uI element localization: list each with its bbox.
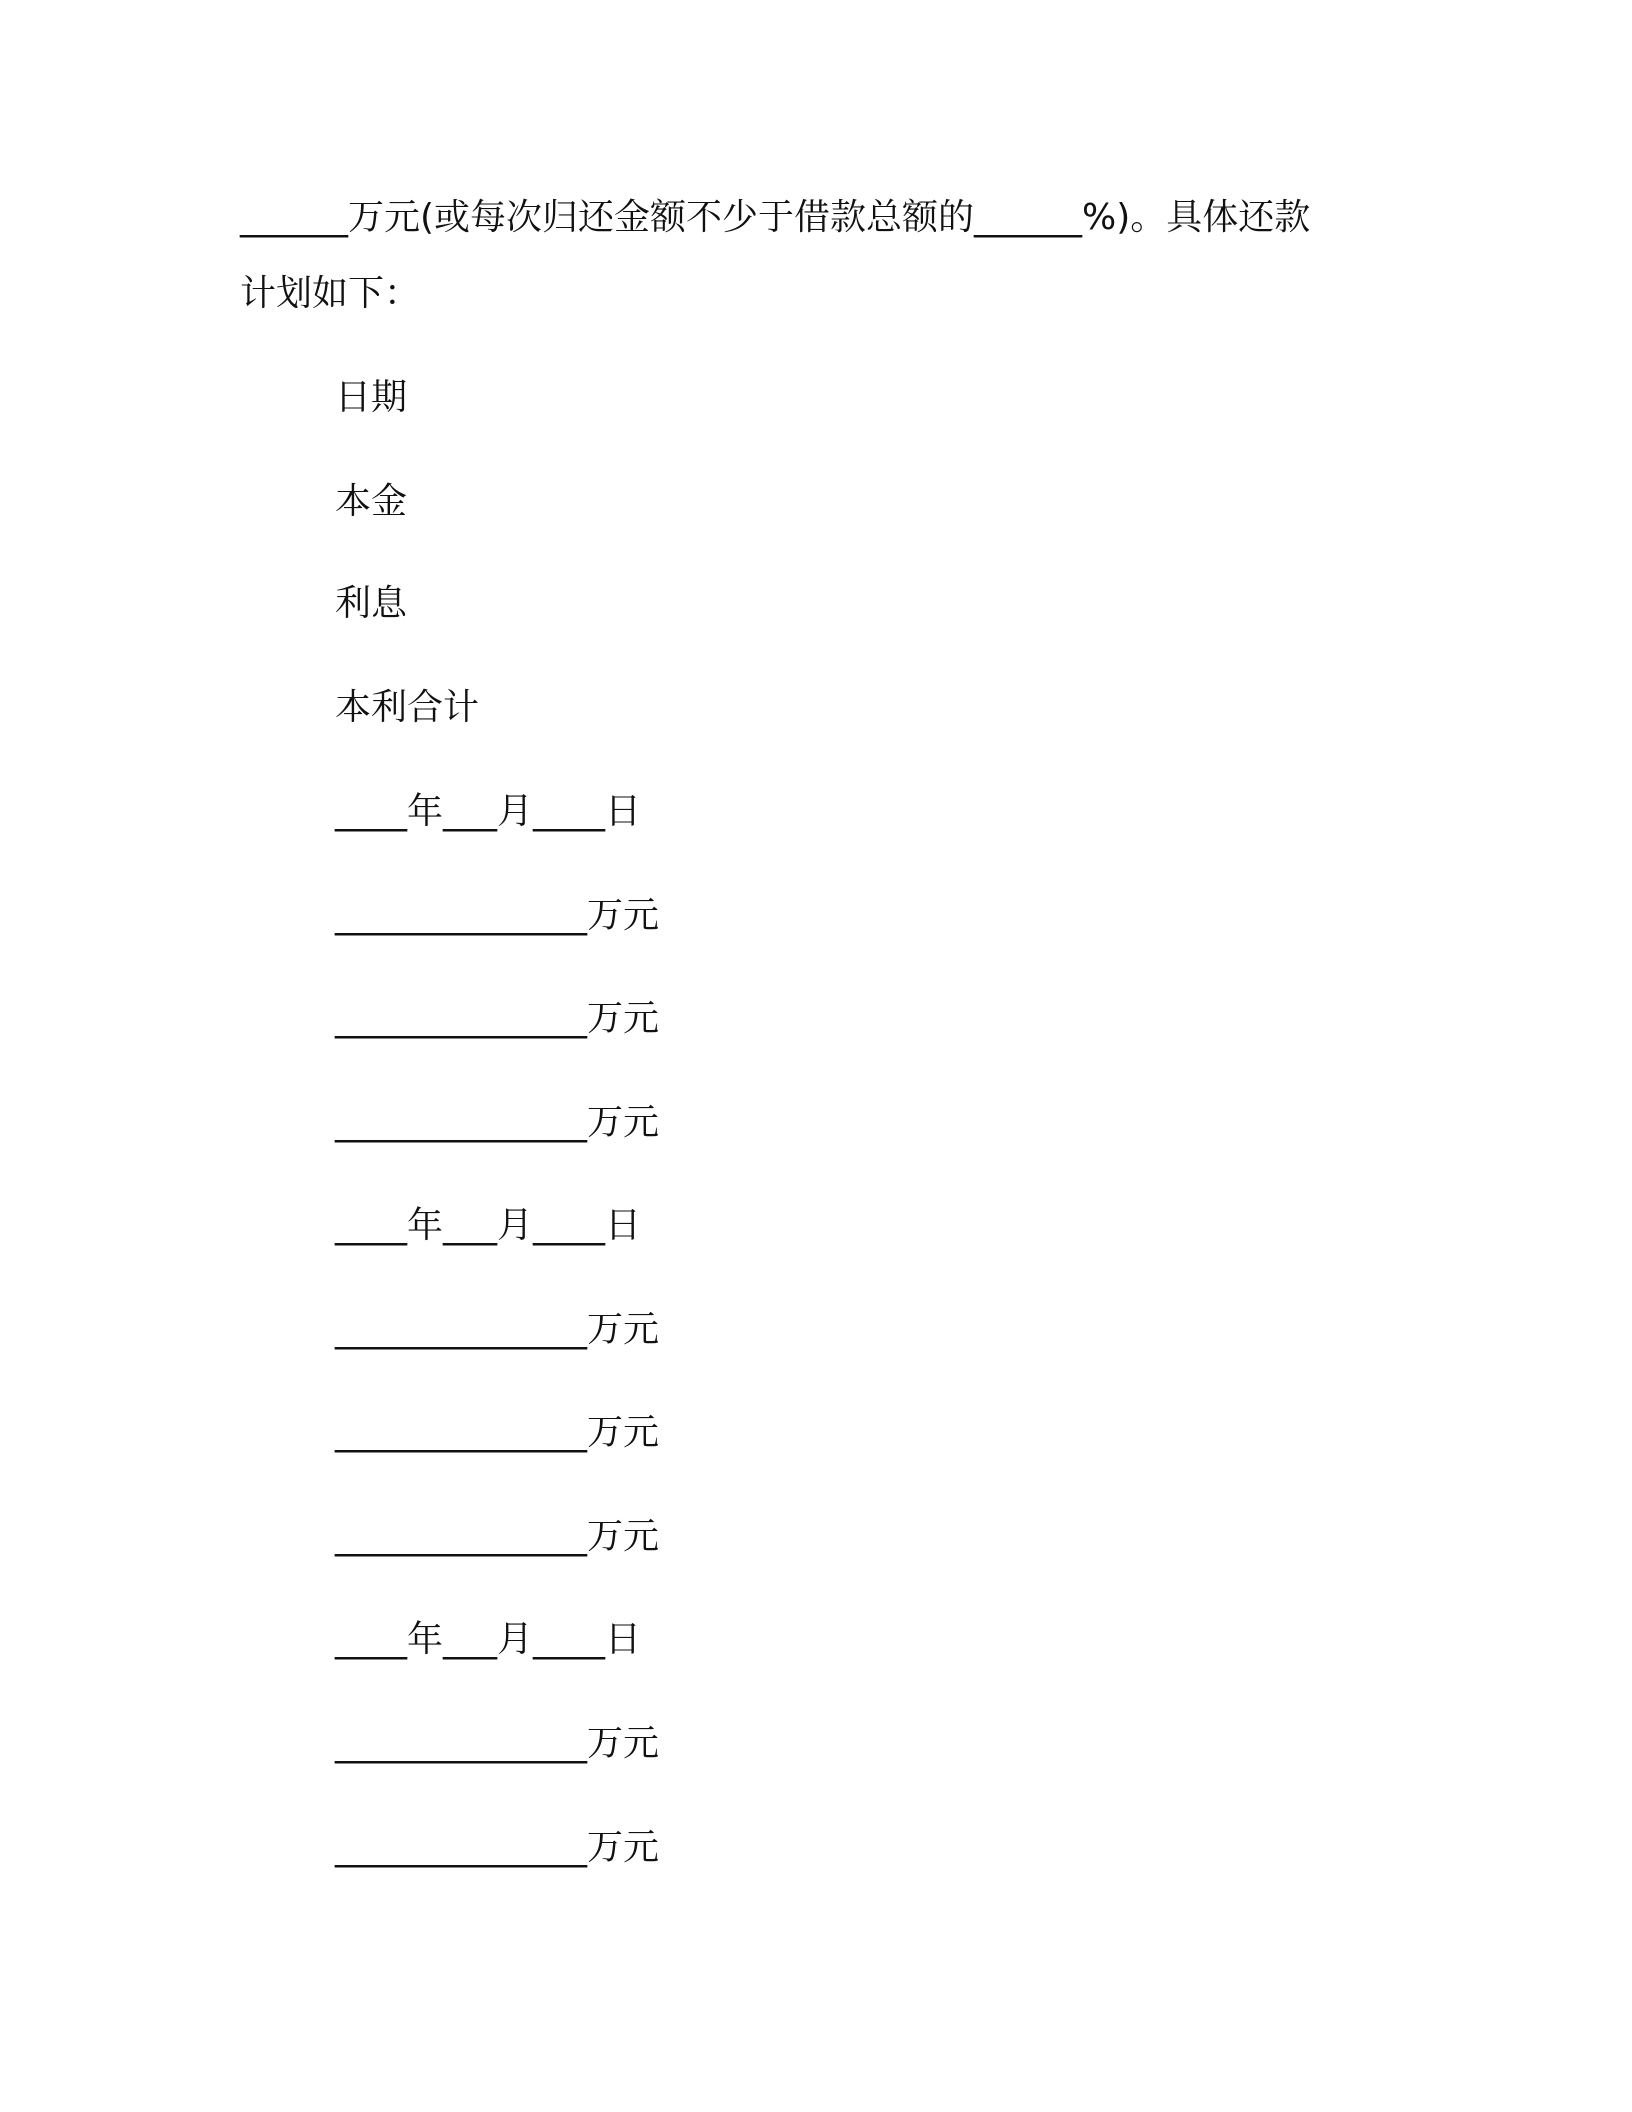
row-1-total: ______________万元 xyxy=(335,1102,660,1143)
intro-line-2: 计划如下： xyxy=(240,273,421,314)
row-2-principal: ______________万元 xyxy=(335,1309,660,1350)
row-3-interest: ______________万元 xyxy=(335,1827,660,1868)
intro-line-1: ______万元(或每次归还金额不少于借款总额的______%)。具体还款 xyxy=(240,197,1311,238)
row-1-principal: ______________万元 xyxy=(335,895,660,936)
row-2-total: ______________万元 xyxy=(335,1516,660,1557)
header-date: 日期 xyxy=(335,377,408,418)
row-2-date: ____年___月____日 xyxy=(335,1205,642,1246)
row-2-interest: ______________万元 xyxy=(335,1412,660,1453)
row-1-date: ____年___月____日 xyxy=(335,791,642,832)
row-3-principal: ______________万元 xyxy=(335,1723,660,1764)
header-interest: 利息 xyxy=(335,583,408,624)
header-total: 本利合计 xyxy=(335,687,480,728)
row-3-date: ____年___月____日 xyxy=(335,1619,642,1660)
row-1-interest: ______________万元 xyxy=(335,998,660,1039)
header-principal: 本金 xyxy=(335,481,408,522)
